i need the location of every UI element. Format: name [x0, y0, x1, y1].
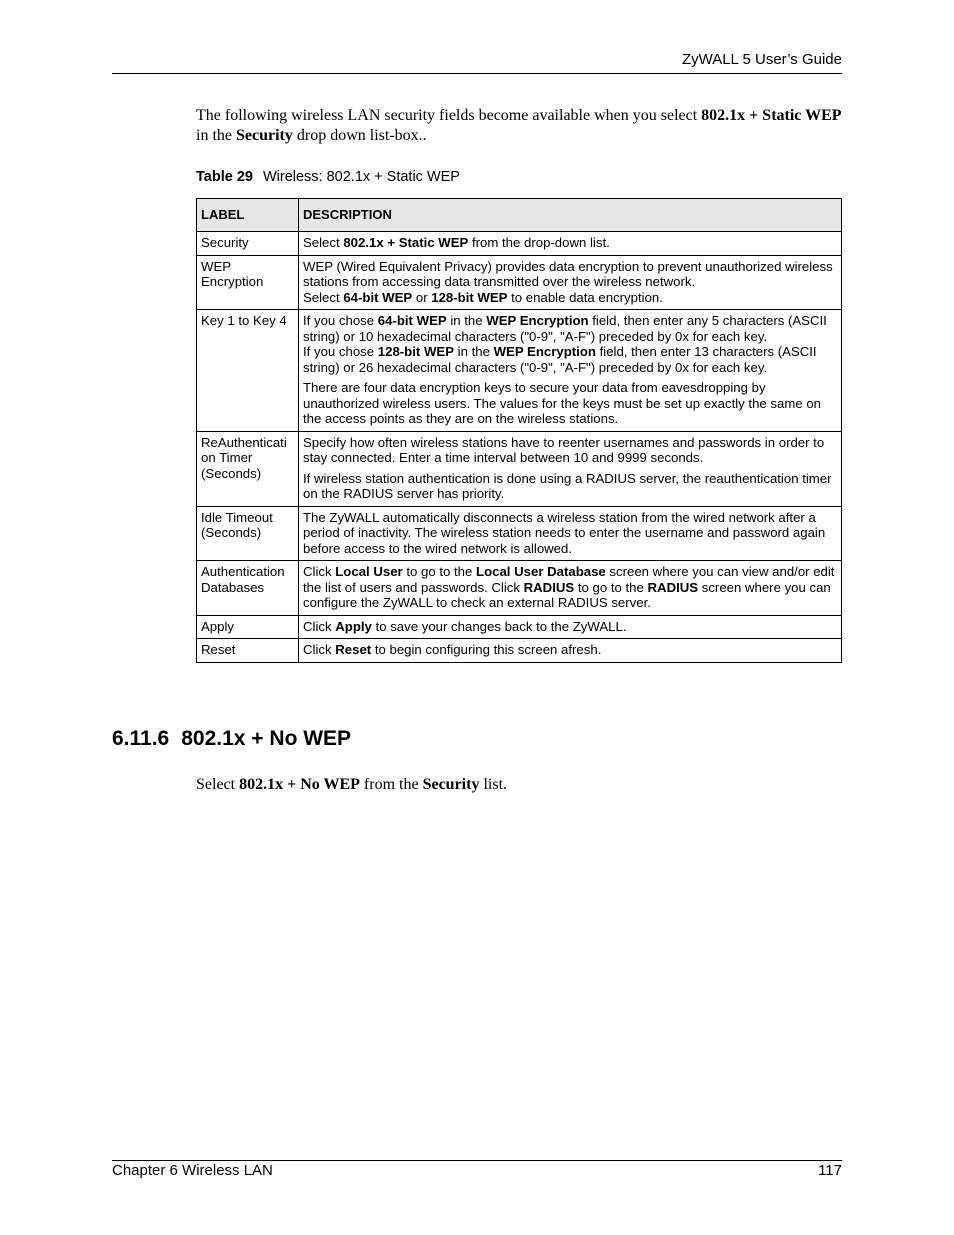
desc-text: screen where you can configure the ZyWALL to check an external RADIUS server. [303, 579, 831, 610]
section-number: 6.11.6 [112, 727, 170, 750]
desc-bold: Reset [335, 642, 372, 657]
desc-text: in the [454, 344, 494, 359]
intro-text: drop down list-box.. [292, 127, 427, 144]
row-description [299, 255, 842, 310]
row-label: Key 1 to Key 4 [197, 310, 299, 432]
footer-chapter: Chapter 6 Wireless LAN [112, 1162, 273, 1179]
table-row-security [197, 232, 842, 256]
desc-text: to go to the [574, 579, 648, 595]
column-header-label: LABEL [197, 199, 299, 232]
table-row-apply [197, 615, 842, 639]
desc-text: Click [303, 642, 336, 657]
body-text: Select [196, 776, 240, 793]
row-label: Security [197, 232, 299, 256]
desc-bold: Local User [335, 564, 403, 579]
label-line: on Timer [201, 450, 253, 465]
intro-bold: Security [236, 127, 293, 144]
desc-text: in the [446, 313, 487, 328]
body-text: list. [479, 776, 508, 793]
table-row-keys [197, 310, 842, 432]
table-row-wep-encryption [197, 255, 842, 310]
desc-bold: WEP Encryption [493, 344, 596, 359]
section-title-text: 802.1x + No WEP [181, 727, 352, 750]
desc-text: Click [303, 618, 336, 634]
desc-text: to go to the [402, 564, 477, 579]
footer-page-number: 117 [818, 1162, 842, 1179]
desc-text: or [412, 289, 432, 305]
desc-paragraph [303, 313, 837, 375]
row-description: The ZyWALL automatically disconnects a wireless station from the wired network after a period of inactivity. The wireless station needs to enter the username and password again before access to the wired network is allowed. [299, 506, 842, 561]
desc-bold: 128-bit WEP [377, 344, 454, 359]
desc-text: to begin configuring this screen afresh. [371, 642, 602, 657]
desc-bold: 64-bit WEP [377, 313, 447, 328]
desc-text: to save your changes back to the ZyWALL. [371, 618, 627, 634]
desc-bold: 802.1x + Static WEP [343, 235, 469, 250]
desc-text: If you chose [303, 313, 378, 328]
body-bold: Security [422, 776, 480, 793]
running-header: ZyWALL 5 User’s Guide [681, 51, 842, 68]
desc-text: to enable data encryption. [507, 289, 663, 305]
section-body-paragraph [196, 776, 507, 794]
desc-paragraph: If wireless station authentication is done using a RADIUS server, the reauthentication timer on the RADIUS server has priority. [303, 470, 832, 501]
desc-text: Click [303, 564, 336, 579]
desc-paragraph: WEP (Wired Equivalent Privacy) provides data encryption to prevent unauthorized wireless stations from accessing data transmitted over the wireless network. [303, 258, 833, 289]
desc-bold: 64-bit WEP [343, 289, 413, 305]
desc-paragraph: There are four data encryption keys to secure your data from eavesdropping by unauthorized wireless users. The values for the keys must be set up exactly the same on the access points as they are on the wireless stations. [303, 380, 821, 426]
table-row-authentication-databases [197, 561, 842, 616]
desc-text: screen where you can view and/or edit the list of users and passwords. Click [303, 564, 835, 595]
row-label: Apply [197, 615, 299, 639]
desc-text: Select [303, 289, 344, 305]
table-row-idle-timeout [197, 506, 842, 561]
header-divider [112, 73, 842, 74]
intro-text: in the [196, 127, 236, 144]
section-heading [112, 727, 351, 751]
table-row-reset [197, 639, 842, 663]
desc-bold: RADIUS [647, 579, 699, 595]
row-label: Authentication Databases [197, 561, 299, 616]
desc-paragraph: Specify how often wireless stations have to reenter usernames and passwords in order to stay connected. Enter a time interval between 10 and 9999 seconds. [303, 434, 825, 465]
row-label: WEP Encryption [197, 255, 299, 310]
desc-bold: Apply [335, 618, 372, 634]
table-row-reauthentication-timer [197, 431, 842, 506]
label-line: (Seconds) [201, 465, 262, 481]
table-header-row [197, 199, 842, 232]
row-label: Reset [197, 639, 299, 663]
desc-bold: RADIUS [523, 579, 575, 595]
desc-paragraph [303, 290, 837, 306]
desc-bold: Local User Database [476, 564, 606, 579]
desc-text: Select [303, 235, 344, 250]
desc-text: from the drop-down list. [468, 235, 610, 250]
desc-bold: 128-bit WEP [431, 289, 508, 305]
row-label [197, 431, 299, 506]
table-number: Table 29 [196, 169, 253, 185]
table-caption [196, 169, 460, 185]
row-description [299, 310, 842, 432]
row-description [299, 615, 842, 639]
desc-text: If you chose [303, 344, 378, 359]
row-description [299, 232, 842, 256]
intro-bold: 802.1x + Static WEP [701, 107, 842, 124]
intro-paragraph [196, 106, 844, 146]
body-bold: 802.1x + No WEP [239, 776, 360, 793]
desc-bold: WEP Encryption [486, 313, 589, 328]
row-description [299, 431, 842, 506]
column-header-description: DESCRIPTION [299, 199, 842, 232]
desc-text: field, then enter any 5 characters (ASCII string) or 10 hexadecimal characters ("0-9", "A-F") preceded by 0x for each key. [303, 313, 827, 344]
row-label: Idle Timeout (Seconds) [197, 506, 299, 561]
intro-text: The following wireless LAN security fields become available when you select [196, 107, 702, 124]
footer-divider [112, 1160, 842, 1161]
row-description [299, 639, 842, 663]
desc-text: field, then enter 13 characters (ASCII string) or 26 hexadecimal characters ("0-9", "A-F") preceded by 0x for each key. [303, 344, 817, 375]
wireless-fields-table [196, 198, 842, 663]
row-description [299, 561, 842, 616]
label-line: ReAuthenticati [201, 434, 287, 450]
body-text: from the [359, 776, 423, 793]
table-title: Wireless: 802.1x + Static WEP [262, 169, 460, 185]
